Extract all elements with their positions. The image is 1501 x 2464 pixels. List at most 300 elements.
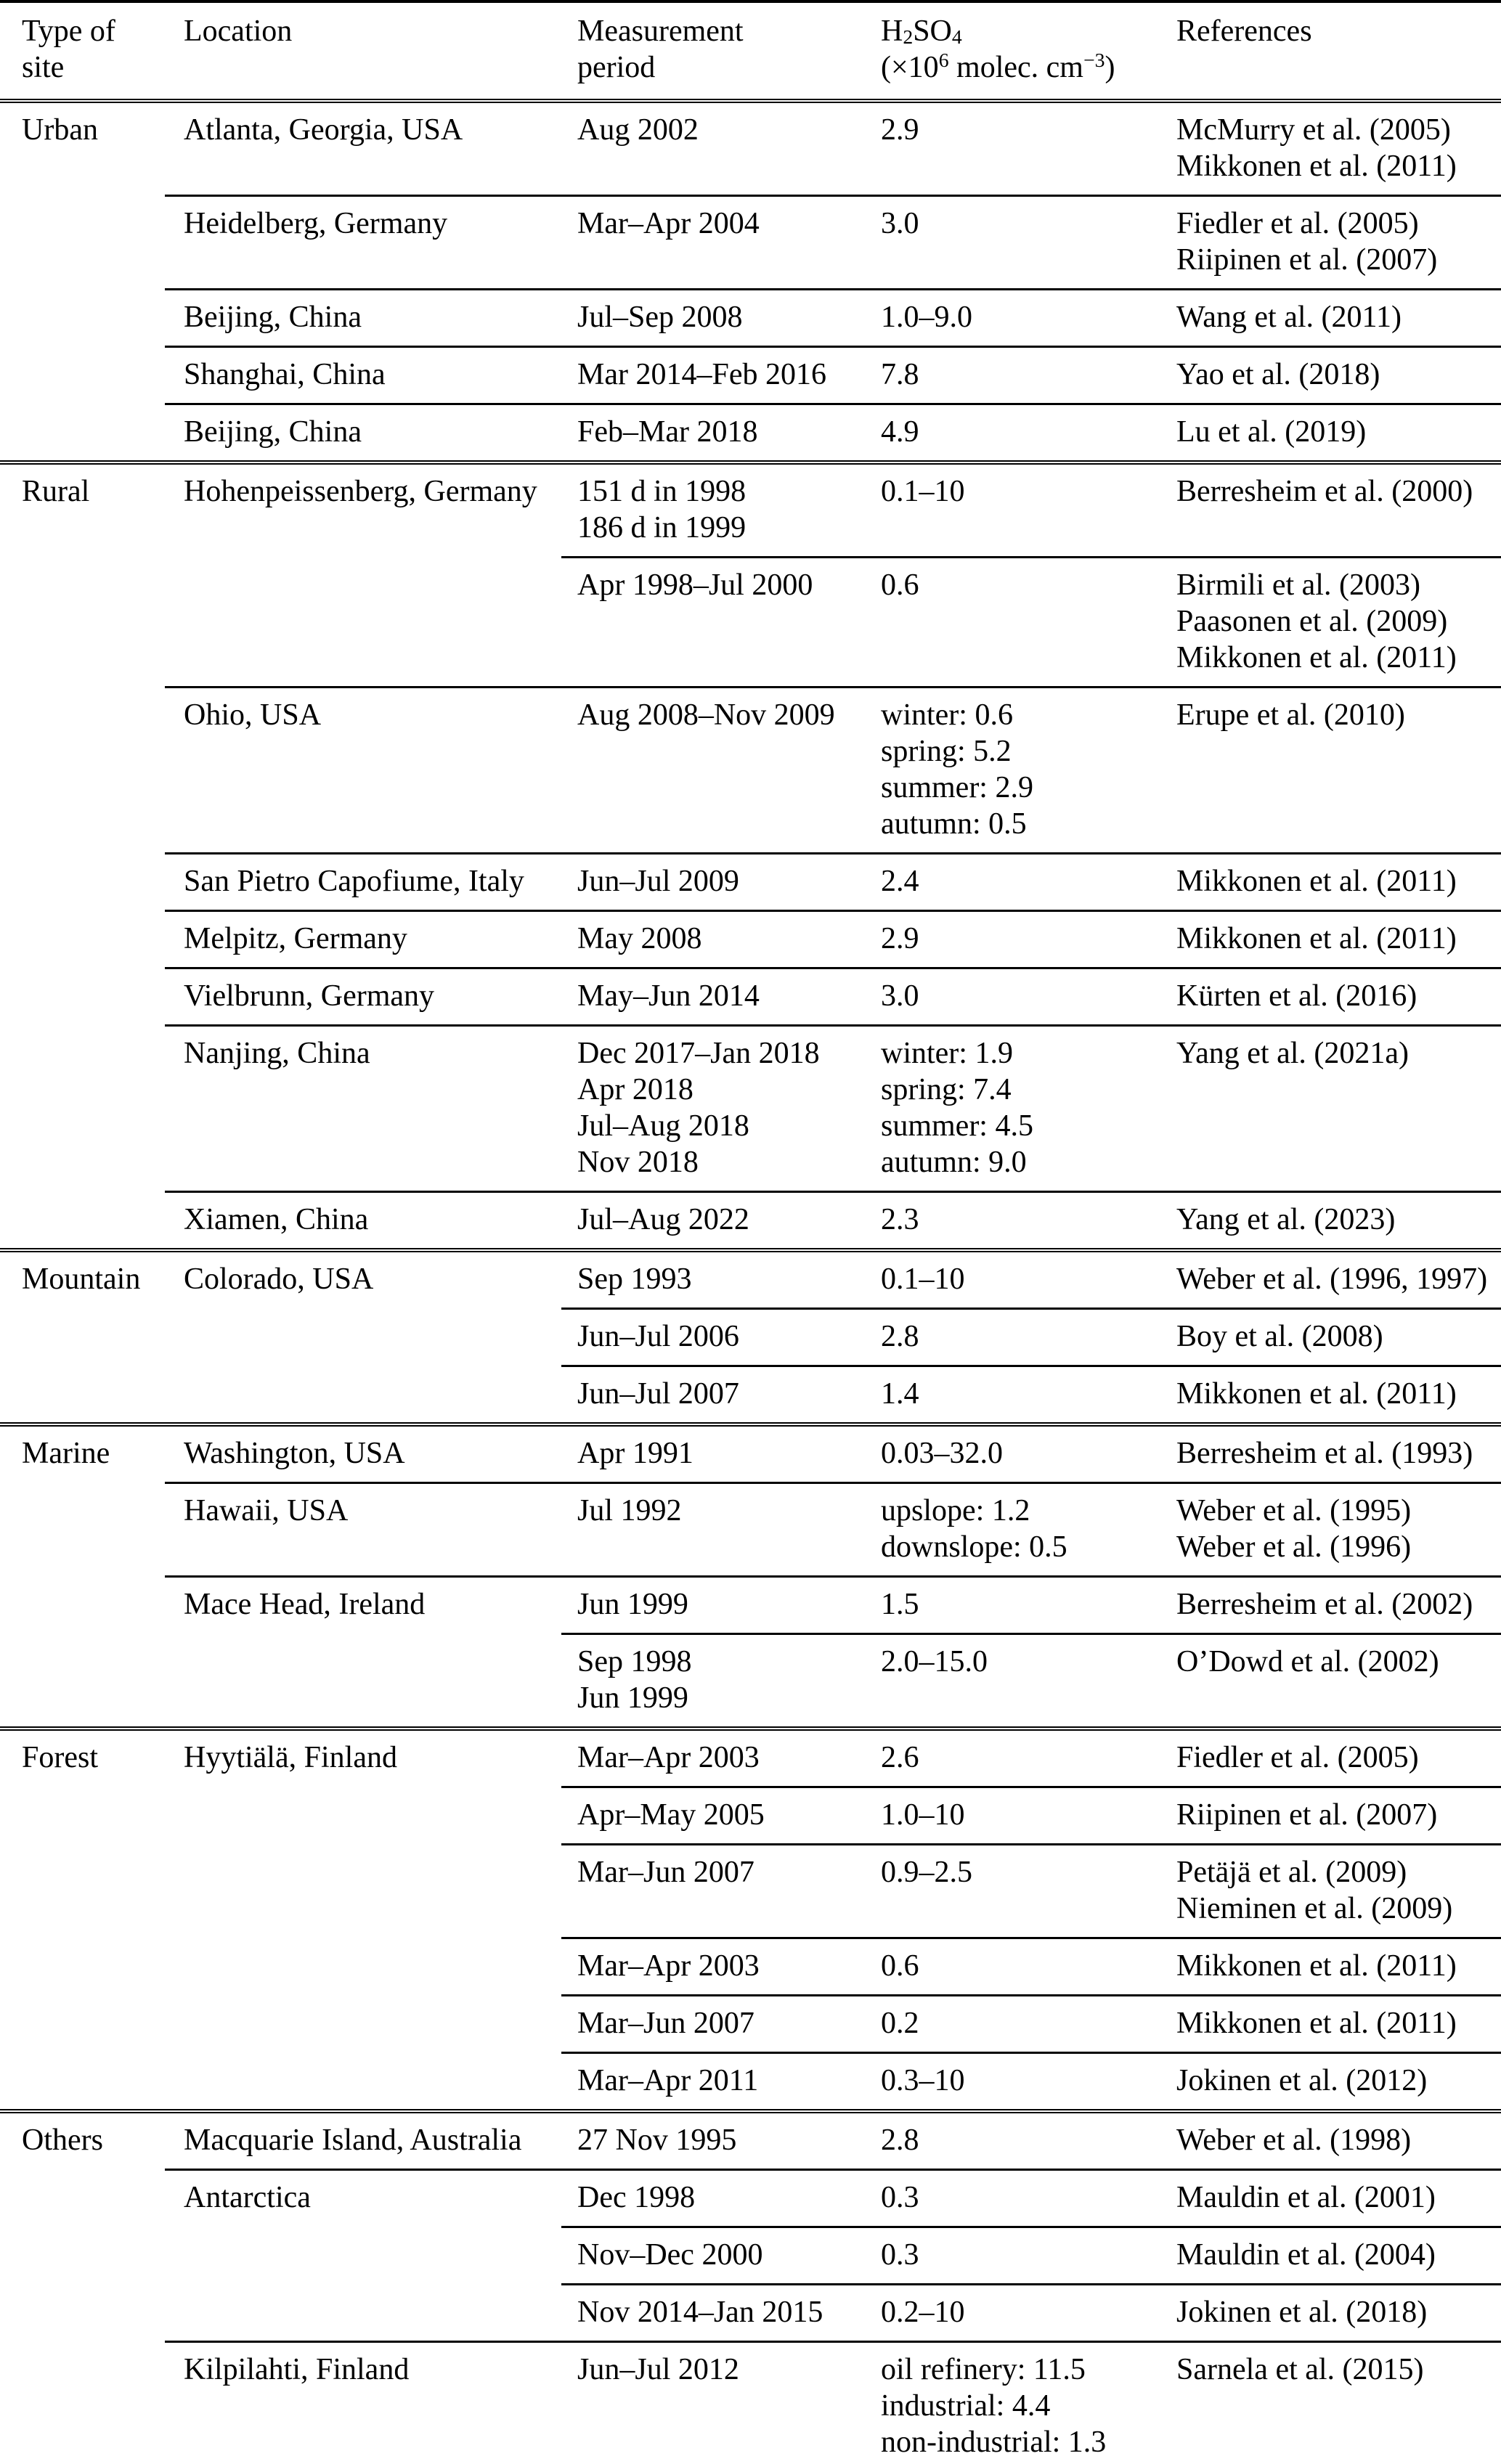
site-type-cell [0, 2111, 165, 2464]
refs-cell [1162, 347, 1501, 404]
ref-line: Mikkonen et al. (2011) [1176, 641, 1457, 674]
value-line: 0.1–10 [881, 475, 965, 508]
period-cell [561, 911, 866, 968]
value-cell [866, 1634, 1162, 1729]
refs-cell [1162, 1996, 1501, 2053]
refs-cell [1162, 1787, 1501, 1845]
header-line: Location [184, 15, 293, 48]
period-line: Jun 1999 [577, 1588, 688, 1621]
period-line: Aug 2002 [577, 113, 699, 147]
table-row [0, 2342, 1501, 2464]
value-line: 2.0–15.0 [881, 1645, 988, 1678]
col-header-type-of-site [0, 1, 165, 101]
header-line: period [577, 51, 656, 84]
value-line: 0.2–10 [881, 2296, 965, 2329]
period-cell [561, 196, 866, 290]
value-cell [866, 688, 1162, 854]
refs-cell [1162, 558, 1501, 688]
table-row [0, 1026, 1501, 1192]
table-row [0, 462, 1501, 558]
formula-subscript: 2 [903, 25, 914, 49]
location-label: San Pietro Capofiume, Italy [184, 865, 524, 898]
value-cell [866, 558, 1162, 688]
value-cell [866, 1309, 1162, 1366]
site-type-cell [0, 1729, 165, 2111]
ref-line: Boy et al. (2008) [1176, 1320, 1383, 1353]
ref-line: O’Dowd et al. (2002) [1176, 1645, 1439, 1678]
table-header [0, 1, 1501, 101]
period-cell [561, 1996, 866, 2053]
ref-line: Berresheim et al. (2002) [1176, 1588, 1473, 1621]
value-line: 0.3 [881, 2238, 919, 2272]
table-row [0, 2111, 1501, 2170]
value-line: 1.0–10 [881, 1798, 965, 1832]
value-cell [866, 1845, 1162, 1938]
h2so4-unit [881, 49, 1162, 86]
period-cell [561, 558, 866, 688]
ref-line: Mauldin et al. (2004) [1176, 2238, 1436, 2272]
value-line: 2.9 [881, 922, 919, 955]
location-label: Vielbrunn, Germany [184, 979, 435, 1013]
location-label: Beijing, China [184, 301, 362, 334]
formula-part: H [881, 15, 903, 48]
period-cell [561, 1483, 866, 1577]
period-cell [561, 1729, 866, 1787]
ref-line: Riipinen et al. (2007) [1176, 243, 1438, 277]
location-label: Atlanta, Georgia, USA [184, 113, 463, 147]
ref-line: Nieminen et al. (2009) [1176, 1892, 1453, 1925]
location-label: Shanghai, China [184, 358, 386, 391]
refs-cell [1162, 1483, 1501, 1577]
location-cell [165, 854, 561, 911]
period-line: Nov 2018 [577, 1146, 699, 1179]
value-cell [866, 290, 1162, 347]
period-cell [561, 101, 866, 196]
period-line: Sep 1993 [577, 1262, 692, 1296]
refs-cell [1162, 2342, 1501, 2464]
period-line: Mar–Jun 2007 [577, 2007, 754, 2040]
value-line: 1.0–9.0 [881, 301, 972, 334]
value-line: 3.0 [881, 207, 919, 240]
period-cell [561, 2227, 866, 2285]
col-header-measurement-period [561, 1, 866, 101]
ref-line: Erupe et al. (2010) [1176, 698, 1405, 732]
value-line: 0.6 [881, 1949, 919, 1983]
table-row [0, 854, 1501, 911]
period-line: May 2008 [577, 922, 702, 955]
table-row [0, 290, 1501, 347]
refs-cell [1162, 2227, 1501, 2285]
location-label: Colorado, USA [184, 1262, 374, 1296]
value-cell [866, 462, 1162, 558]
refs-cell [1162, 1845, 1501, 1938]
location-cell [165, 911, 561, 968]
ref-line: Mikkonen et al. (2011) [1176, 922, 1457, 955]
location-cell [165, 2342, 561, 2464]
ref-line: Weber et al. (1996) [1176, 1530, 1412, 1564]
value-cell [866, 1729, 1162, 1787]
period-line: Dec 2017–Jan 2018 [577, 1037, 820, 1070]
value-line: 1.5 [881, 1588, 919, 1621]
period-line: Apr–May 2005 [577, 1798, 765, 1832]
location-label: Antarctica [184, 2181, 311, 2214]
value-line: 2.8 [881, 2124, 919, 2157]
location-cell [165, 1483, 561, 1577]
period-cell [561, 2170, 866, 2227]
location-label: Macquarie Island, Australia [184, 2124, 522, 2157]
period-cell [561, 1250, 866, 1309]
value-line: autumn: 0.5 [881, 807, 1027, 841]
period-line: Feb–Mar 2018 [577, 415, 758, 449]
value-cell [866, 2111, 1162, 2170]
location-label: Kilpilahti, Finland [184, 2353, 410, 2386]
refs-cell [1162, 290, 1501, 347]
location-cell [165, 2170, 561, 2342]
period-cell [561, 1634, 866, 1729]
refs-cell [1162, 1366, 1501, 1425]
table-row [0, 1483, 1501, 1577]
value-cell [866, 854, 1162, 911]
header-line: Type of [22, 15, 115, 48]
period-line: Jun–Jul 2012 [577, 2353, 739, 2386]
period-line: Mar–Apr 2011 [577, 2064, 759, 2097]
value-cell [866, 347, 1162, 404]
ref-line: Weber et al. (1995) [1176, 1494, 1412, 1527]
location-label: Mace Head, Ireland [184, 1588, 426, 1621]
location-label: Heidelberg, Germany [184, 207, 448, 240]
value-cell [866, 1424, 1162, 1483]
formula-part: SO [913, 15, 952, 48]
value-line: 0.2 [881, 2007, 919, 2040]
table-row [0, 1577, 1501, 1634]
ref-line: Mikkonen et al. (2011) [1176, 150, 1457, 183]
header-line: site [22, 51, 65, 84]
period-line: Nov 2014–Jan 2015 [577, 2296, 823, 2329]
ref-line: Paasonen et al. (2009) [1176, 605, 1448, 638]
period-cell [561, 2053, 866, 2112]
refs-cell [1162, 2053, 1501, 2112]
col-header-h2so4 [866, 1, 1162, 101]
header-line: Measurement [577, 15, 744, 48]
table-row [0, 688, 1501, 854]
ref-line: Mikkonen et al. (2011) [1176, 2007, 1457, 2040]
location-label: Hawaii, USA [184, 1494, 349, 1527]
ref-line: Lu et al. (2019) [1176, 415, 1367, 449]
period-cell [561, 1192, 866, 1251]
value-line: 0.1–10 [881, 1262, 965, 1296]
ref-line: Sarnela et al. (2015) [1176, 2353, 1424, 2386]
table-row [0, 2170, 1501, 2227]
ref-line: Berresheim et al. (1993) [1176, 1437, 1473, 1470]
period-line: Jun–Jul 2007 [577, 1377, 739, 1411]
value-line: 3.0 [881, 979, 919, 1013]
refs-cell [1162, 196, 1501, 290]
table-row [0, 911, 1501, 968]
location-label: Washington, USA [184, 1437, 405, 1470]
location-cell [165, 688, 561, 854]
refs-cell [1162, 1577, 1501, 1634]
value-line: 4.9 [881, 415, 919, 449]
value-cell [866, 2342, 1162, 2464]
period-cell [561, 2285, 866, 2342]
table-row [0, 1250, 1501, 1309]
ref-line: Jokinen et al. (2018) [1176, 2296, 1428, 2329]
refs-cell [1162, 1938, 1501, 1996]
value-line: 7.8 [881, 358, 919, 391]
refs-cell [1162, 854, 1501, 911]
location-label: Beijing, China [184, 415, 362, 449]
table-row [0, 1424, 1501, 1483]
period-line: Jul 1992 [577, 1494, 682, 1527]
value-cell [866, 2285, 1162, 2342]
site-type-cell [0, 462, 165, 1250]
value-cell [866, 1787, 1162, 1845]
ref-line: Petäjä et al. (2009) [1176, 1856, 1407, 1889]
value-line: summer: 4.5 [881, 1109, 1033, 1143]
ref-line: Weber et al. (1998) [1176, 2124, 1412, 2157]
value-cell [866, 1577, 1162, 1634]
table-body [0, 101, 1501, 2464]
value-line: non-industrial: 1.3 [881, 2426, 1107, 2459]
period-cell [561, 854, 866, 911]
site-type-label: Urban [22, 113, 98, 147]
ref-line: Yang et al. (2021a) [1176, 1037, 1410, 1070]
period-cell [561, 1366, 866, 1425]
value-line: 0.03–32.0 [881, 1437, 1003, 1470]
location-cell [165, 196, 561, 290]
value-line: 0.9–2.5 [881, 1856, 972, 1889]
table-row [0, 404, 1501, 463]
ref-line: McMurry et al. (2005) [1176, 113, 1451, 147]
period-line: 27 Nov 1995 [577, 2124, 737, 2157]
value-line: 2.3 [881, 1203, 919, 1236]
table-row [0, 196, 1501, 290]
site-type-cell [0, 1424, 165, 1729]
period-line: Jul–Aug 2018 [577, 1109, 749, 1143]
value-line: industrial: 4.4 [881, 2389, 1051, 2423]
period-line: Nov–Dec 2000 [577, 2238, 763, 2272]
unit-part: (×10 [881, 51, 939, 84]
value-cell [866, 1938, 1162, 1996]
unit-part: ) [1105, 51, 1115, 84]
location-label: Nanjing, China [184, 1037, 370, 1070]
value-line: 1.4 [881, 1377, 919, 1411]
ref-line: Jokinen et al. (2012) [1176, 2064, 1428, 2097]
value-line: winter: 1.9 [881, 1037, 1013, 1070]
value-cell [866, 2170, 1162, 2227]
ref-line: Mikkonen et al. (2011) [1176, 865, 1457, 898]
refs-cell [1162, 2285, 1501, 2342]
location-label: Hohenpeissenberg, Germany [184, 475, 537, 508]
period-line: Aug 2008–Nov 2009 [577, 698, 835, 732]
location-cell [165, 347, 561, 404]
value-cell [866, 1192, 1162, 1251]
refs-cell [1162, 1729, 1501, 1787]
refs-cell [1162, 1192, 1501, 1251]
value-cell [866, 911, 1162, 968]
value-cell [866, 1250, 1162, 1309]
table-row [0, 1192, 1501, 1251]
site-type-cell [0, 101, 165, 462]
refs-cell [1162, 968, 1501, 1026]
site-type-label: Mountain [22, 1262, 141, 1296]
period-line: Jun–Jul 2006 [577, 1320, 739, 1353]
period-cell [561, 347, 866, 404]
value-line: 0.3–10 [881, 2064, 965, 2097]
period-line: May–Jun 2014 [577, 979, 760, 1013]
header-line: References [1176, 15, 1312, 48]
ref-line: Berresheim et al. (2000) [1176, 475, 1473, 508]
value-cell [866, 1996, 1162, 2053]
period-line: Jul–Sep 2008 [577, 301, 743, 334]
unit-exponent: 6 [938, 49, 949, 72]
value-cell [866, 101, 1162, 196]
period-line: Jun–Jul 2009 [577, 865, 739, 898]
refs-cell [1162, 1634, 1501, 1729]
refs-cell [1162, 2170, 1501, 2227]
ref-line: Birmili et al. (2003) [1176, 568, 1420, 602]
value-cell [866, 2053, 1162, 2112]
table-row [0, 347, 1501, 404]
value-line: 0.6 [881, 568, 919, 602]
period-cell [561, 1787, 866, 1845]
period-cell [561, 404, 866, 463]
period-line: Jun 1999 [577, 1681, 688, 1715]
location-label: Xiamen, China [184, 1203, 369, 1236]
location-label: Ohio, USA [184, 698, 322, 732]
location-cell [165, 968, 561, 1026]
value-line: 2.6 [881, 1741, 919, 1774]
period-line: Apr 1998–Jul 2000 [577, 568, 813, 602]
h2so4-formula [881, 13, 1162, 49]
value-cell [866, 2227, 1162, 2285]
value-cell [866, 196, 1162, 290]
refs-cell [1162, 1309, 1501, 1366]
location-cell [165, 1424, 561, 1483]
refs-cell [1162, 462, 1501, 558]
ref-line: Yao et al. (2018) [1176, 358, 1380, 391]
value-line: 2.8 [881, 1320, 919, 1353]
location-cell [165, 101, 561, 196]
ref-line: Mauldin et al. (2001) [1176, 2181, 1436, 2214]
period-line: Mar–Jun 2007 [577, 1856, 754, 1889]
unit-exponent: −3 [1083, 49, 1105, 72]
location-label: Melpitz, Germany [184, 922, 407, 955]
location-label: Hyytiälä, Finland [184, 1741, 397, 1774]
ref-line: Weber et al. (1996, 1997) [1176, 1262, 1488, 1296]
value-line: summer: 2.9 [881, 771, 1033, 804]
site-type-label: Others [22, 2124, 103, 2157]
refs-cell [1162, 101, 1501, 196]
period-line: Mar–Apr 2003 [577, 1741, 760, 1774]
value-cell [866, 1026, 1162, 1192]
period-line: Mar–Apr 2003 [577, 1949, 760, 1983]
table-row [0, 1729, 1501, 1787]
refs-cell [1162, 1026, 1501, 1192]
value-line: spring: 5.2 [881, 735, 1012, 768]
refs-cell [1162, 404, 1501, 463]
period-cell [561, 1577, 866, 1634]
value-line: oil refinery: 11.5 [881, 2353, 1086, 2386]
col-header-references [1162, 1, 1501, 101]
period-cell [561, 1424, 866, 1483]
value-line: upslope: 1.2 [881, 1494, 1030, 1527]
value-line: spring: 7.4 [881, 1073, 1012, 1106]
period-cell [561, 290, 866, 347]
location-cell [165, 404, 561, 463]
period-line: Sep 1998 [577, 1645, 692, 1678]
location-cell [165, 2111, 561, 2170]
refs-cell [1162, 2111, 1501, 2170]
refs-cell [1162, 911, 1501, 968]
site-type-label: Forest [22, 1741, 98, 1774]
site-type-label: Rural [22, 475, 90, 508]
refs-cell [1162, 1424, 1501, 1483]
location-cell [165, 462, 561, 688]
period-cell [561, 1938, 866, 1996]
period-cell [561, 2342, 866, 2464]
period-cell [561, 462, 866, 558]
table-row [0, 101, 1501, 196]
value-line: downslope: 0.5 [881, 1530, 1067, 1564]
location-cell [165, 1192, 561, 1251]
header-row [0, 1, 1501, 101]
refs-cell [1162, 1250, 1501, 1309]
col-header-location [165, 1, 561, 101]
value-cell [866, 1366, 1162, 1425]
period-line: 151 d in 1998 [577, 475, 747, 508]
unit-part: molec. cm [948, 51, 1083, 84]
value-cell [866, 404, 1162, 463]
value-line: 2.4 [881, 865, 919, 898]
period-line: Mar–Apr 2004 [577, 207, 760, 240]
ref-line: Wang et al. (2011) [1176, 301, 1402, 334]
period-cell [561, 688, 866, 854]
value-line: 2.9 [881, 113, 919, 147]
site-type-cell [0, 1250, 165, 1424]
ref-line: Mikkonen et al. (2011) [1176, 1377, 1457, 1411]
ref-line: Kürten et al. (2016) [1176, 979, 1417, 1013]
period-cell [561, 1026, 866, 1192]
ref-line: Riipinen et al. (2007) [1176, 1798, 1438, 1832]
site-type-label: Marine [22, 1437, 110, 1470]
ref-line: Fiedler et al. (2005) [1176, 1741, 1419, 1774]
ref-line: Mikkonen et al. (2011) [1176, 1949, 1457, 1983]
period-cell [561, 1309, 866, 1366]
period-cell [561, 1845, 866, 1938]
formula-subscript: 4 [951, 25, 962, 49]
period-cell [561, 2111, 866, 2170]
period-line: Mar 2014–Feb 2016 [577, 358, 826, 391]
table-row [0, 968, 1501, 1026]
period-line: Apr 2018 [577, 1073, 693, 1106]
period-line: Jul–Aug 2022 [577, 1203, 749, 1236]
ref-line: Fiedler et al. (2005) [1176, 207, 1419, 240]
location-cell [165, 1729, 561, 2111]
value-line: autumn: 9.0 [881, 1146, 1027, 1179]
location-cell [165, 1026, 561, 1192]
value-line: 0.3 [881, 2181, 919, 2214]
period-line: 186 d in 1999 [577, 511, 747, 544]
value-cell [866, 968, 1162, 1026]
period-line: Apr 1991 [577, 1437, 693, 1470]
location-cell [165, 1250, 561, 1424]
period-line: Dec 1998 [577, 2181, 696, 2214]
refs-cell [1162, 688, 1501, 854]
period-cell [561, 968, 866, 1026]
value-line: winter: 0.6 [881, 698, 1013, 732]
location-cell [165, 290, 561, 347]
